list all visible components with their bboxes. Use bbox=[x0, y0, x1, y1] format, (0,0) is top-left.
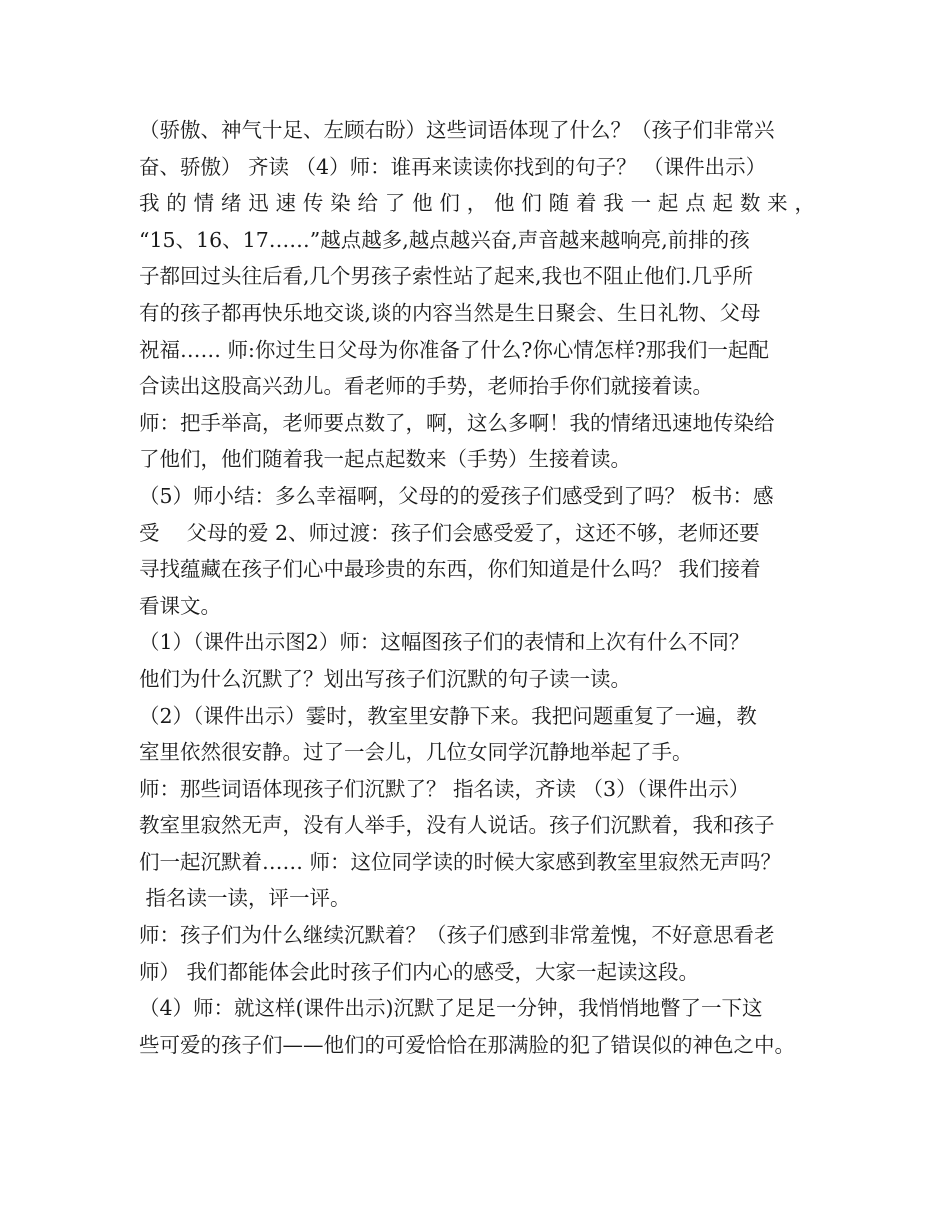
document-body bbox=[139, 112, 815, 1063]
text-line-8: 合读出这股高兴劲儿。看老师的手势，老师抬手你们就接着读。 bbox=[139, 374, 713, 399]
text-line-15: （1）（课件出示图2）师：这幅图孩子们的表情和上次有什么不同？ bbox=[139, 630, 750, 655]
text-line-26: 些可爱的孩子们——他们的可爱恰恰在那满脸的犯了错误似的神色之中。 bbox=[139, 1032, 795, 1057]
text-line-17: （2）（课件出示）霎时，教室里安静下来。我把问题重复了一遍，教 bbox=[139, 703, 757, 728]
text-line-24: 师） 我们都能体会此时孩子们内心的感受，大家一起读这段。 bbox=[139, 959, 700, 984]
text-line-18: 室里依然很安静。过了一会儿，几位女同学沉静地举起了手。 bbox=[139, 740, 693, 765]
text-line-22: 指名读一读，评一评。 bbox=[139, 886, 351, 911]
text-line-13: 寻找蕴藏在孩子们心中最珍贵的东西，你们知道是什么吗？ 我们接着 bbox=[139, 557, 761, 582]
text-line-1: （骄傲、神气十足、左顾右盼）这些词语体现了什么？（孩子们非常兴 bbox=[139, 118, 775, 142]
text-line-12: 受 父母的爱 2、师过渡：孩子们会感受爱了，这还不够，老师还要 bbox=[139, 520, 760, 545]
text-line-16: 他们为什么沉默了？划出写孩子们沉默的句子读一读。 bbox=[139, 666, 631, 691]
text-line-20: 教室里寂然无声，没有人举手，没有人说话。孩子们沉默着，我和孩子 bbox=[139, 813, 775, 838]
text-line-11: （5）师小结：多么幸福啊，父母的的爱孩子们感受到了吗？ 板书：感 bbox=[139, 483, 774, 508]
text-line-9: 师：把手举高，老师要点数了，啊，这么多啊！我的情绪迅速地传染给 bbox=[139, 410, 775, 435]
text-line-3: 我的情绪迅速传染给了他们，他们随着我一起点起数来， bbox=[139, 191, 815, 216]
text-line-23: 师：孩子们为什么继续沉默着？（孩子们感到非常羞愧，不好意思看老 bbox=[139, 923, 775, 948]
text-line-2: 奋、骄傲） 齐读 （4）师：谁再来读读你找到的句子？ （课件出示） bbox=[139, 154, 767, 179]
text-line-10: 了他们，他们随着我一起点起数来（手势）生接着读。 bbox=[139, 447, 631, 472]
text-line-7: 祝福…… 师:你过生日父母为你准备了什么?你心情怎样?那我们一起配 bbox=[139, 337, 769, 362]
text-line-19: 师：那些词语体现孩子们沉默了？ 指名读，齐读 （3）（课件出示） bbox=[139, 776, 750, 801]
text-line-25: （4）师：就这样(课件出示)沉默了足足一分钟，我悄悄地瞥了一下这 bbox=[139, 996, 763, 1021]
text-line-14: 看课文。 bbox=[139, 593, 221, 618]
text-line-6: 有的孩子都再快乐地交谈,谈的内容当然是生日聚会、生日礼物、父母 bbox=[139, 300, 761, 325]
text-line-4: “15、16、17……”越点越多,越点越兴奋,声音越来越响亮,前排的孩 bbox=[139, 227, 750, 252]
text-line-21: 们一起沉默着…… 师：这位同学读的时候大家感到教室里寂然无声吗？ bbox=[139, 849, 782, 874]
text-line-5: 子都回过头往后看,几个男孩子索性站了起来,我也不阻止他们.几乎所 bbox=[139, 264, 754, 289]
